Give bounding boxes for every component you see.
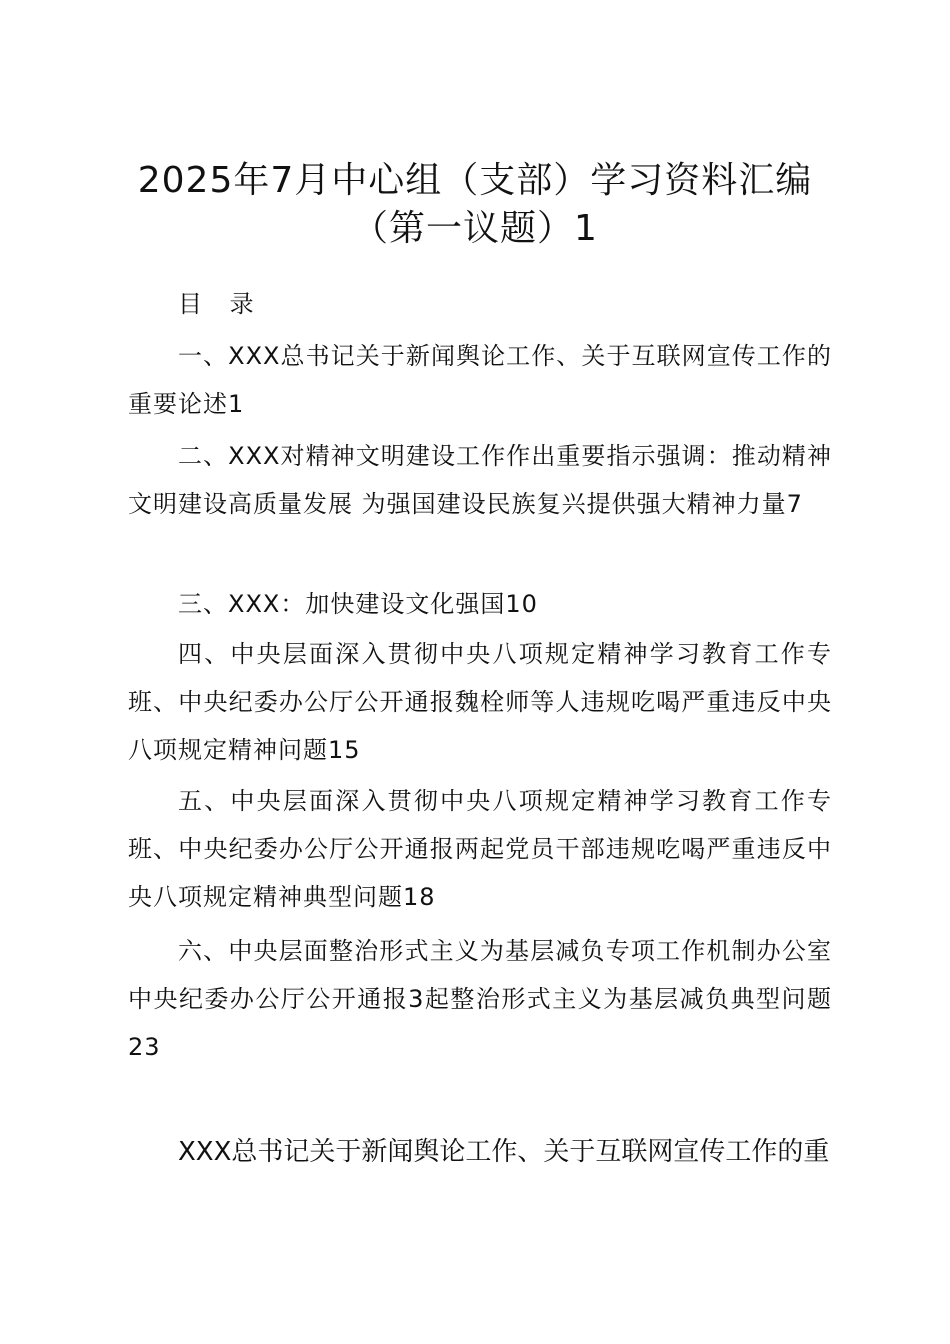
toc-heading: 目 录 bbox=[178, 290, 264, 318]
document-title-line-1: 2025年7月中心组（支部）学习资料汇编 bbox=[137, 160, 813, 201]
toc-entry-6: 六、中央层面整治形式主义为基层减负专项工作机制办公室 中央纪委办公厅公开通报3起整治形式主义为基层减负典型问题23 bbox=[128, 937, 832, 1061]
toc-entry-3: 三、XXX：加快建设文化强国10 bbox=[178, 590, 538, 618]
section-heading-start: XXX总书记关于新闻舆论工作、关于互联网宣传工作的重 bbox=[178, 1137, 830, 1167]
toc-entry-2: 二、XXX对精神文明建设工作作出重要指示强调：推动精神文明建设高质量发展 为强国建设民族复兴提供强大精神力量7 bbox=[128, 442, 832, 518]
toc-entry-5: 五、中央层面深入贯彻中央八项规定精神学习教育工作专班、中央纪委办公厅公开通报两起党员干部违规吃喝严重违反中央八项规定精神典型问题18 bbox=[128, 787, 832, 911]
document-title-line-2: （第一议题）1 bbox=[352, 208, 598, 249]
toc-entry-1: 一、XXX总书记关于新闻舆论工作、关于互联网宣传工作的重要论述1 bbox=[128, 342, 832, 418]
toc-entry-4: 四、中央层面深入贯彻中央八项规定精神学习教育工作专班、中央纪委办公厅公开通报魏栓师等人违规吃喝严重违反中央八项规定精神问题15 bbox=[128, 640, 832, 764]
